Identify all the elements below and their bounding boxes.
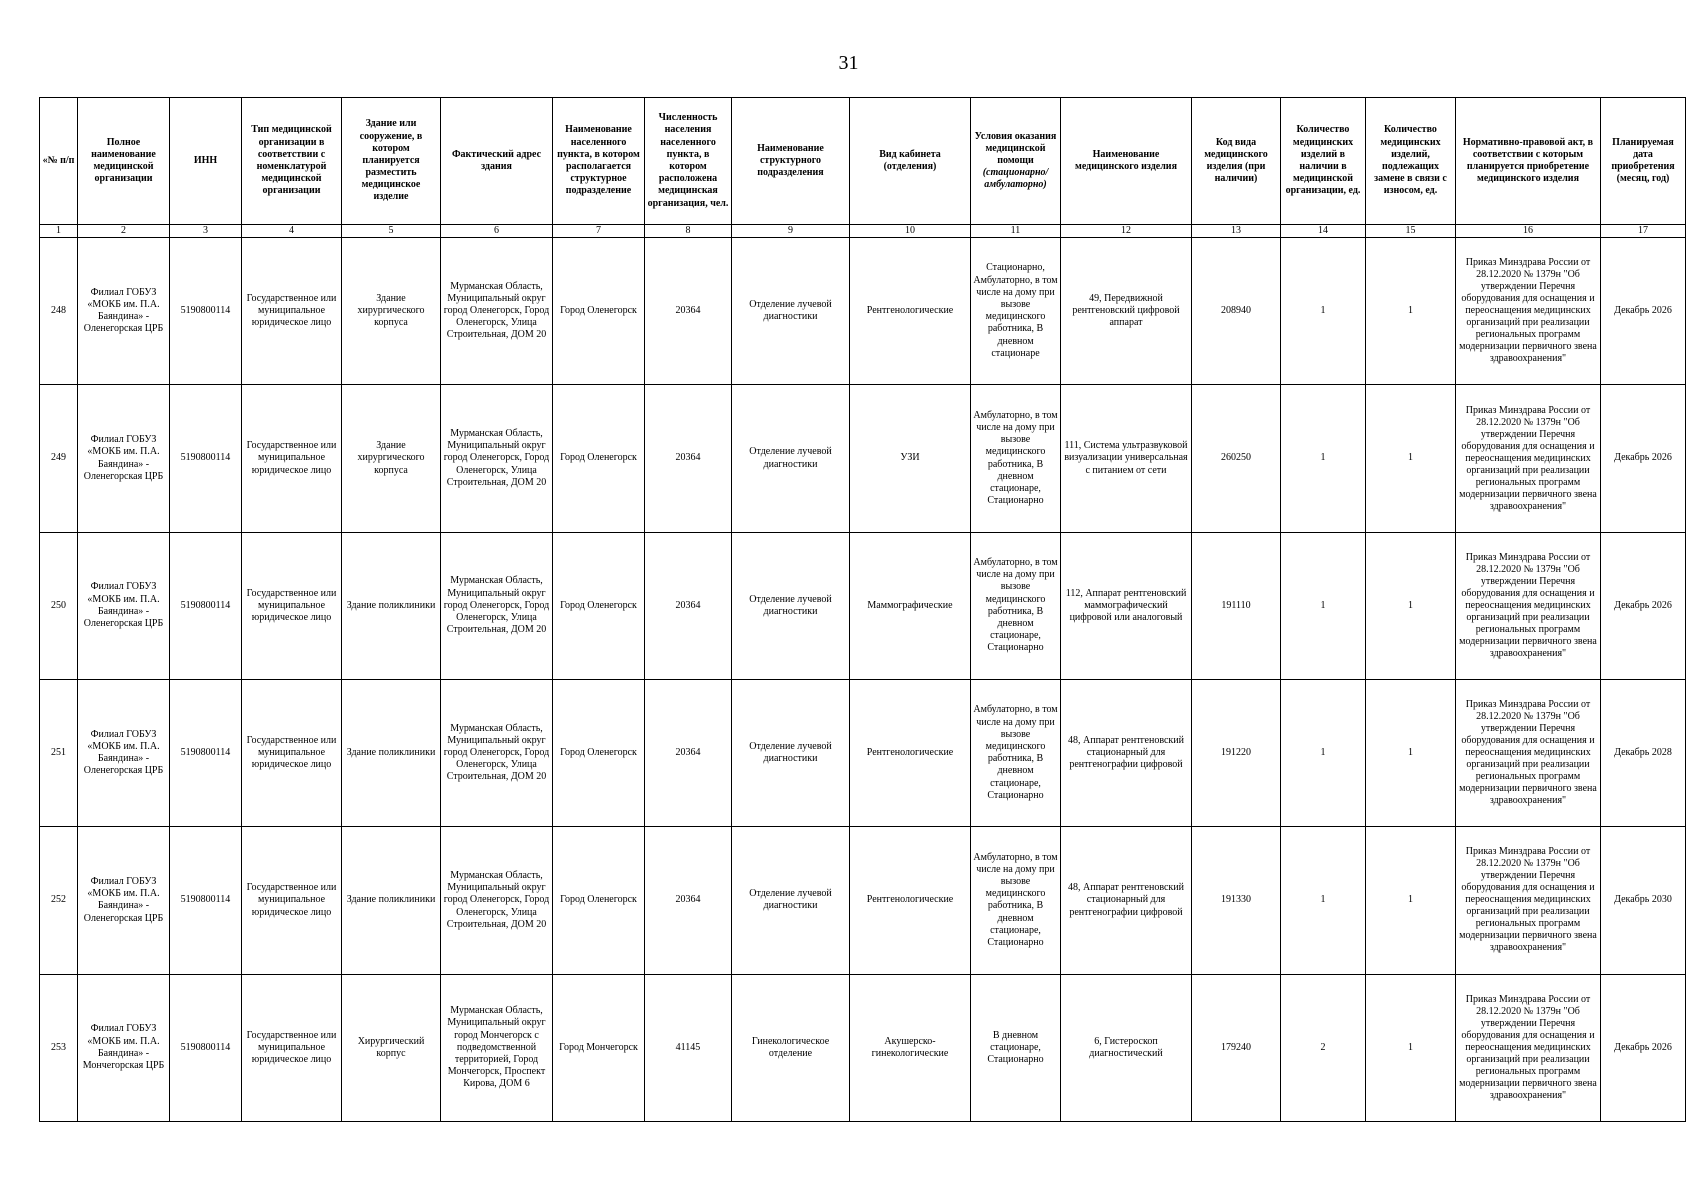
cabinet-type-cell: Акушерско-гинекологические [850, 974, 971, 1121]
structural-unit-cell: Отделение лучевой диагностики [732, 238, 850, 385]
inn-cell: 5190800114 [170, 680, 242, 827]
table-row [40, 827, 1686, 974]
qty-available-cell: 1 [1281, 827, 1366, 974]
cabinet-type-cell: Рентгенологические [850, 238, 971, 385]
qty-to-replace-cell: 1 [1366, 238, 1456, 385]
row-number-cell: 250 [40, 532, 78, 679]
qty-to-replace-cell: 1 [1366, 827, 1456, 974]
column-number: 1 [40, 225, 78, 238]
qty-available-cell: 1 [1281, 680, 1366, 827]
planned-date-cell: Декабрь 2026 [1601, 385, 1686, 532]
planned-date-cell: Декабрь 2026 [1601, 238, 1686, 385]
org-name-cell: Филиал ГОБУЗ «МОКБ им. П.А. Баяндина» - Оленегорская ЦРБ [78, 238, 170, 385]
building-cell: Здание поликлиники [342, 827, 441, 974]
column-number: 5 [342, 225, 441, 238]
building-cell: Здание хирургического корпуса [342, 238, 441, 385]
org-name-cell: Филиал ГОБУЗ «МОКБ им. П.А. Баяндина» - Оленегорская ЦРБ [78, 680, 170, 827]
structural-unit-cell: Отделение лучевой диагностики [732, 827, 850, 974]
address-cell: Мурманская Область, Муниципальный округ город Мончегорск с подведомственной территорией, Город Мончегорск, Проспект Кирова, ДОМ 6 [441, 974, 553, 1121]
header-cell: ИНН [170, 98, 242, 225]
settlement-cell: Город Оленегорск [553, 680, 645, 827]
column-number: 17 [1601, 225, 1686, 238]
table-row [40, 238, 1686, 385]
settlement-cell: Город Мончегорск [553, 974, 645, 1121]
inn-cell: 5190800114 [170, 385, 242, 532]
planned-date-cell: Декабрь 2026 [1601, 532, 1686, 679]
header-cell: Количество медицинских изделий, подлежащих замене в связи с износом, ед. [1366, 98, 1456, 225]
header-cell-text: Условия оказания медицинской помощи [974, 130, 1057, 166]
header-cell: Наименование медицинского изделия [1061, 98, 1192, 225]
care-conditions-cell: В дневном стационаре, Стационарно [971, 974, 1061, 1121]
header-cell [971, 98, 1061, 225]
structural-unit-cell: Гинекологическое отделение [732, 974, 850, 1121]
address-cell: Мурманская Область, Муниципальный округ город Оленегорск, Город Оленегорск, Улица Строительная, ДОМ 20 [441, 385, 553, 532]
device-name-cell: 6, Гистероскоп диагностический [1061, 974, 1192, 1121]
population-cell: 20364 [645, 385, 732, 532]
care-conditions-cell: Амбулаторно, в том числе на дому при вызове медицинского работника, В дневном стационаре, Стационарно [971, 532, 1061, 679]
cabinet-type-cell: Рентгенологические [850, 827, 971, 974]
address-cell: Мурманская Область, Муниципальный округ город Оленегорск, Город Оленегорск, Улица Строительная, ДОМ 20 [441, 680, 553, 827]
address-cell: Мурманская Область, Муниципальный округ город Оленегорск, Город Оленегорск, Улица Строительная, ДОМ 20 [441, 238, 553, 385]
building-cell: Здание поликлиники [342, 532, 441, 679]
device-name-cell: 48, Аппарат рентгеновский стационарный для рентгенографии цифровой [1061, 680, 1192, 827]
qty-to-replace-cell: 1 [1366, 532, 1456, 679]
org-type-cell: Государственное или муниципальное юридическое лицо [242, 238, 342, 385]
device-name-cell: 49, Передвижной рентгеновский цифровой аппарат [1061, 238, 1192, 385]
column-number: 12 [1061, 225, 1192, 238]
address-cell: Мурманская Область, Муниципальный округ город Оленегорск, Город Оленегорск, Улица Строительная, ДОМ 20 [441, 827, 553, 974]
table-row [40, 680, 1686, 827]
header-row [40, 98, 1686, 225]
row-number-cell: 252 [40, 827, 78, 974]
column-number: 4 [242, 225, 342, 238]
qty-available-cell: 1 [1281, 385, 1366, 532]
settlement-cell: Город Оленегорск [553, 385, 645, 532]
column-number-row [40, 225, 1686, 238]
address-cell: Мурманская Область, Муниципальный округ город Оленегорск, Город Оленегорск, Улица Строительная, ДОМ 20 [441, 532, 553, 679]
population-cell: 20364 [645, 532, 732, 679]
care-conditions-cell: Стационарно, Амбулаторно, в том числе на дому при вызове медицинского работника, В дневном стационаре [971, 238, 1061, 385]
column-number: 10 [850, 225, 971, 238]
column-number: 8 [645, 225, 732, 238]
org-name-cell: Филиал ГОБУЗ «МОКБ им. П.А. Баяндина» - Оленегорская ЦРБ [78, 827, 170, 974]
org-name-cell: Филиал ГОБУЗ «МОКБ им. П.А. Баяндина» - Мончегорская ЦРБ [78, 974, 170, 1121]
structural-unit-cell: Отделение лучевой диагностики [732, 680, 850, 827]
header-cell: Фактический адрес здания [441, 98, 553, 225]
device-name-cell: 48, Аппарат рентгеновский стационарный для рентгенографии цифровой [1061, 827, 1192, 974]
device-name-cell: 111, Система ультразвуковой визуализации универсальная с питанием от сети [1061, 385, 1192, 532]
cabinet-type-cell: УЗИ [850, 385, 971, 532]
qty-available-cell: 1 [1281, 532, 1366, 679]
building-cell: Здание поликлиники [342, 680, 441, 827]
cabinet-type-cell: Рентгенологические [850, 680, 971, 827]
header-cell: Планируемая дата приобретения (месяц, год) [1601, 98, 1686, 225]
header-cell: «№ п/п [40, 98, 78, 225]
row-number-cell: 253 [40, 974, 78, 1121]
header-cell: Численность населения населенного пункта, в котором расположена медицинская организация, чел. [645, 98, 732, 225]
device-name-cell: 112, Аппарат рентгеновский маммографический цифровой или аналоговый [1061, 532, 1192, 679]
settlement-cell: Город Оленегорск [553, 827, 645, 974]
planned-date-cell: Декабрь 2030 [1601, 827, 1686, 974]
population-cell: 20364 [645, 238, 732, 385]
header-cell: Тип медицинской организации в соответствии с номенклатурой медицинской организации [242, 98, 342, 225]
care-conditions-cell: Амбулаторно, в том числе на дому при вызове медицинского работника, В дневном стационаре, Стационарно [971, 827, 1061, 974]
column-number: 7 [553, 225, 645, 238]
row-number-cell: 248 [40, 238, 78, 385]
org-type-cell: Государственное или муниципальное юридическое лицо [242, 974, 342, 1121]
structural-unit-cell: Отделение лучевой диагностики [732, 532, 850, 679]
column-number: 6 [441, 225, 553, 238]
device-code-cell: 260250 [1192, 385, 1281, 532]
device-code-cell: 208940 [1192, 238, 1281, 385]
header-cell: Наименование населенного пункта, в котором располагается структурное подразделение [553, 98, 645, 225]
header-cell: Количество медицинских изделий в наличии в медицинской организации, ед. [1281, 98, 1366, 225]
legal-act-cell: Приказ Минздрава России от 28.12.2020 № 1379н "Об утверждении Перечня оборудования для оснащения и переоснащения медицинских организаций при реализации региональных программ модернизации первичного звена здравоохранения" [1456, 532, 1601, 679]
legal-act-cell: Приказ Минздрава России от 28.12.2020 № 1379н "Об утверждении Перечня оборудования для оснащения и переоснащения медицинских организаций при реализации региональных программ модернизации первичного звена здравоохранения" [1456, 974, 1601, 1121]
device-code-cell: 191220 [1192, 680, 1281, 827]
settlement-cell: Город Оленегорск [553, 532, 645, 679]
column-number: 9 [732, 225, 850, 238]
column-number: 13 [1192, 225, 1281, 238]
inn-cell: 5190800114 [170, 532, 242, 679]
header-cell: Вид кабинета (отделения) [850, 98, 971, 225]
population-cell: 20364 [645, 680, 732, 827]
device-code-cell: 179240 [1192, 974, 1281, 1121]
org-name-cell: Филиал ГОБУЗ «МОКБ им. П.А. Баяндина» - Оленегорская ЦРБ [78, 385, 170, 532]
row-number-cell: 249 [40, 385, 78, 532]
care-conditions-cell: Амбулаторно, в том числе на дому при вызове медицинского работника, В дневном стационаре, Стационарно [971, 385, 1061, 532]
inn-cell: 5190800114 [170, 238, 242, 385]
column-number: 3 [170, 225, 242, 238]
qty-to-replace-cell: 1 [1366, 680, 1456, 827]
header-cell-italic-text: (стационарно/ амбулаторно) [982, 167, 1049, 191]
page-number: 31 [838, 52, 859, 74]
inn-cell: 5190800114 [170, 974, 242, 1121]
inn-cell: 5190800114 [170, 827, 242, 974]
legal-act-cell: Приказ Минздрава России от 28.12.2020 № 1379н "Об утверждении Перечня оборудования для оснащения и переоснащения медицинских организаций при реализации региональных программ модернизации первичного звена здравоохранения" [1456, 680, 1601, 827]
column-number: 14 [1281, 225, 1366, 238]
care-conditions-cell: Амбулаторно, в том числе на дому при вызове медицинского работника, В дневном стационаре, Стационарно [971, 680, 1061, 827]
column-number: 15 [1366, 225, 1456, 238]
cabinet-type-cell: Маммографические [850, 532, 971, 679]
row-number-cell: 251 [40, 680, 78, 827]
device-code-cell: 191330 [1192, 827, 1281, 974]
structural-unit-cell: Отделение лучевой диагностики [732, 385, 850, 532]
org-type-cell: Государственное или муниципальное юридическое лицо [242, 827, 342, 974]
legal-act-cell: Приказ Минздрава России от 28.12.2020 № 1379н "Об утверждении Перечня оборудования для оснащения и переоснащения медицинских организаций при реализации региональных программ модернизации первичного звена здравоохранения" [1456, 238, 1601, 385]
settlement-cell: Город Оленегорск [553, 238, 645, 385]
qty-available-cell: 2 [1281, 974, 1366, 1121]
header-cell: Здание или сооружение, в котором планируется разместить медицинское изделие [342, 98, 441, 225]
equipment-table [39, 97, 1686, 1122]
qty-available-cell: 1 [1281, 238, 1366, 385]
column-number: 16 [1456, 225, 1601, 238]
table-row [40, 974, 1686, 1121]
qty-to-replace-cell: 1 [1366, 385, 1456, 532]
planned-date-cell: Декабрь 2026 [1601, 974, 1686, 1121]
building-cell: Хирургический корпус [342, 974, 441, 1121]
org-type-cell: Государственное или муниципальное юридическое лицо [242, 385, 342, 532]
table-row [40, 385, 1686, 532]
population-cell: 41145 [645, 974, 732, 1121]
planned-date-cell: Декабрь 2028 [1601, 680, 1686, 827]
legal-act-cell: Приказ Минздрава России от 28.12.2020 № 1379н "Об утверждении Перечня оборудования для оснащения и переоснащения медицинских организаций при реализации региональных программ модернизации первичного звена здравоохранения" [1456, 827, 1601, 974]
qty-to-replace-cell: 1 [1366, 974, 1456, 1121]
org-name-cell: Филиал ГОБУЗ «МОКБ им. П.А. Баяндина» - Оленегорская ЦРБ [78, 532, 170, 679]
device-code-cell: 191110 [1192, 532, 1281, 679]
building-cell: Здание хирургического корпуса [342, 385, 441, 532]
column-number: 2 [78, 225, 170, 238]
org-type-cell: Государственное или муниципальное юридическое лицо [242, 532, 342, 679]
header-cell: Код вида медицинского изделия (при наличии) [1192, 98, 1281, 225]
population-cell: 20364 [645, 827, 732, 974]
column-number: 11 [971, 225, 1061, 238]
header-cell: Полное наименование медицинской организации [78, 98, 170, 225]
table-row [40, 532, 1686, 679]
header-cell: Нормативно-правовой акт, в соответствии с которым планируется приобретение медицинского изделия [1456, 98, 1601, 225]
header-cell: Наименование структурного подразделения [732, 98, 850, 225]
org-type-cell: Государственное или муниципальное юридическое лицо [242, 680, 342, 827]
legal-act-cell: Приказ Минздрава России от 28.12.2020 № 1379н "Об утверждении Перечня оборудования для оснащения и переоснащения медицинских организаций при реализации региональных программ модернизации первичного звена здравоохранения" [1456, 385, 1601, 532]
